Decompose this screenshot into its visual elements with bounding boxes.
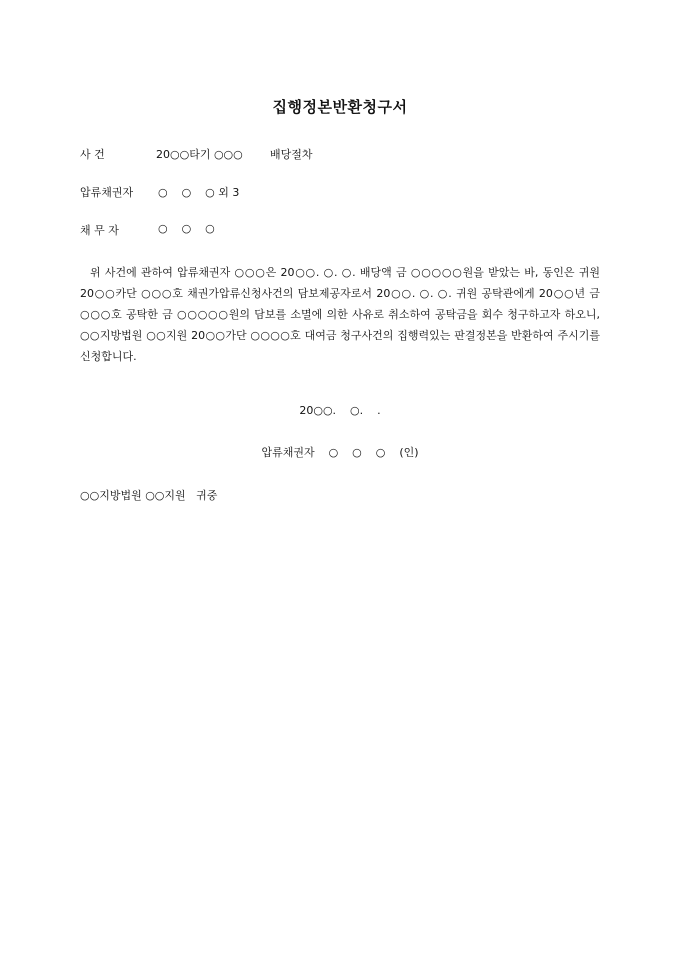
document-title: 집행정본반환청구서	[272, 98, 408, 116]
signature-line: 압류채권자 ○ ○ ○ (인)	[261, 446, 419, 459]
case-number: 20○○타기 ○○○	[156, 148, 243, 161]
debtor-name: ○ ○ ○	[158, 222, 215, 235]
case-type: 배당절차	[270, 148, 313, 161]
case-label: 사 건	[80, 148, 105, 161]
recipient-court: ○○지방법원 ○○지원 귀중	[80, 489, 218, 502]
request-body: 위 사건에 관하여 압류채권자 ○○○은 20○○. ○. ○. 배당액 금 ○○○○○원을 받았는 바, 동인은 귀원 20○○카단 ○○○호 채권가압류신청사건의 담보제공자로서 20○○. ○. ○. 귀원 공탁관에게 20○○년 금○○○호 공탁한 금 ○○○○○원의 담보를 소멸에 의한 사유로 취소하여 공탁금을 회수 청구하고자 하오니, ○○지방법원 ○○지원 20○○가단 ○○○○호 대여금 청구사건의 집행력있는 판결정본을 반환하여 주시기를 신청합니다.	[80, 266, 600, 363]
debtor-label: 채 무 자	[80, 224, 119, 237]
creditor-label: 압류채권자	[80, 186, 134, 199]
document-date: 20○○. ○. .	[299, 404, 381, 417]
creditor-name: ○ ○ ○ 외 3	[158, 186, 240, 199]
